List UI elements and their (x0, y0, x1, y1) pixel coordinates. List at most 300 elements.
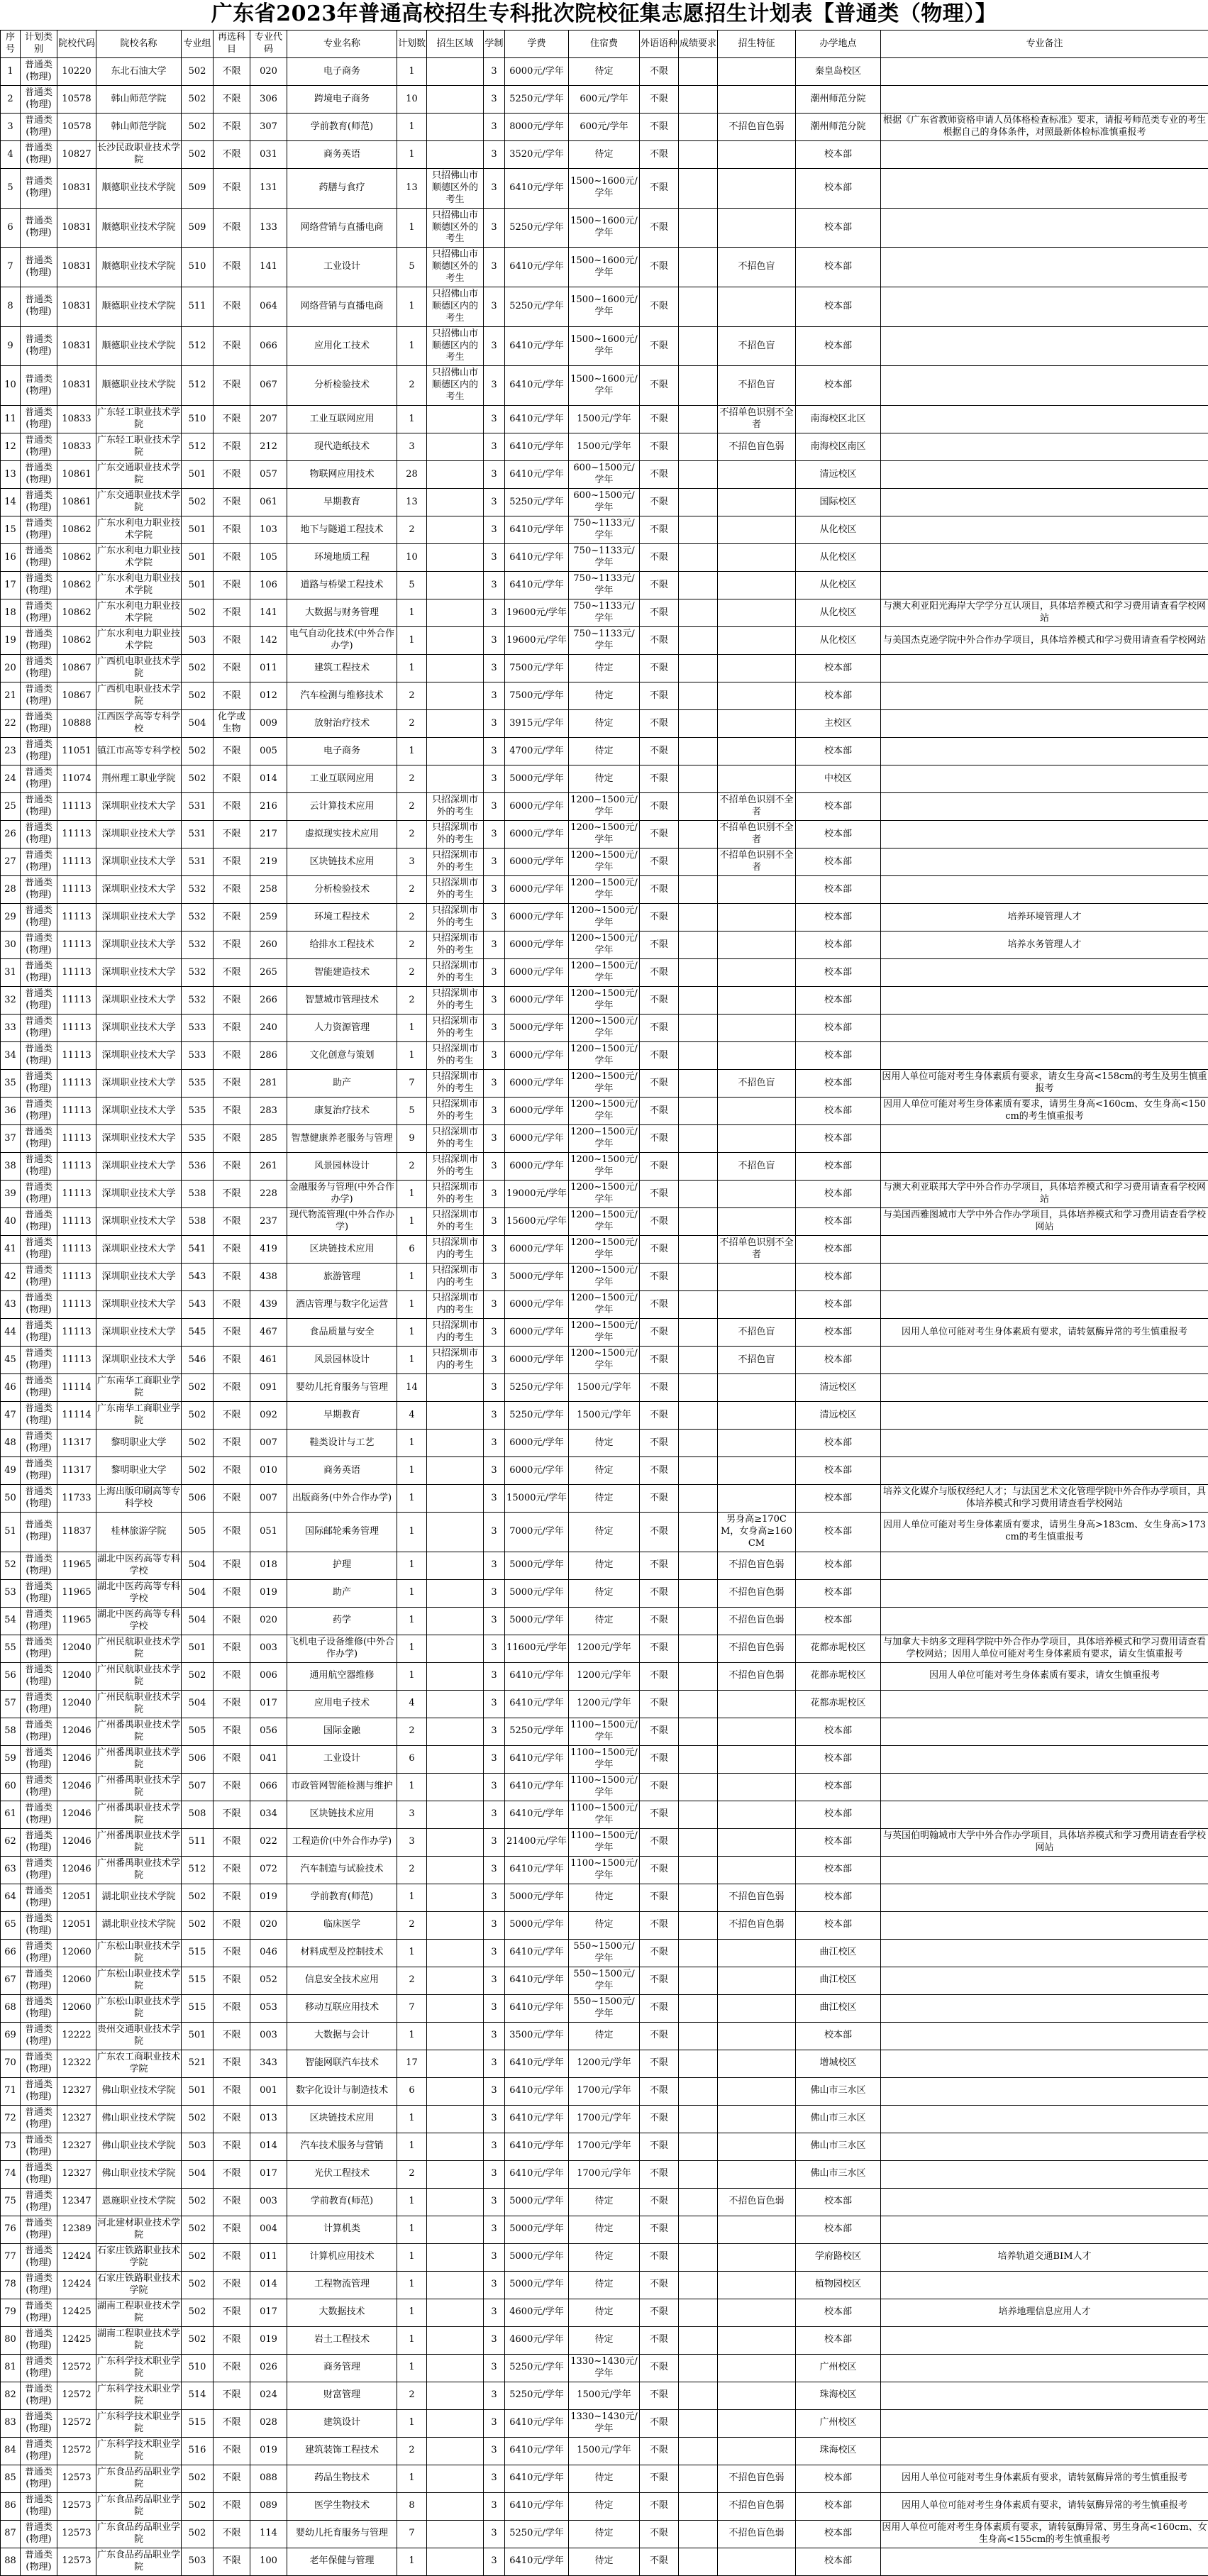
table-cell (427, 2299, 484, 2326)
table-cell (718, 2133, 796, 2160)
table-cell: 10888 (57, 710, 96, 738)
table-cell: 3 (484, 433, 505, 461)
table-cell: 1 (397, 2271, 427, 2299)
table-cell: 普通类(物理) (21, 1801, 57, 1828)
table-cell: 265 (250, 959, 287, 987)
table-cell: 药学 (287, 1607, 397, 1635)
table-row (1, 433, 1208, 461)
table-cell: 2 (397, 876, 427, 904)
table-cell: 不限 (214, 987, 250, 1015)
table-cell: 3 (484, 2382, 505, 2409)
table-cell: 11837 (57, 1513, 96, 1552)
table-cell: 因用人单位可能对考生身体素质有要求，请转氨酶异常、男生身高<160cm、女生身高<155cm的考生慎重报考 (881, 2520, 1208, 2548)
table-cell: 顺德职业技术学院 (96, 287, 182, 327)
table-cell (427, 1856, 484, 1884)
table-cell: 待定 (569, 1430, 640, 1457)
table-cell: 11 (1, 406, 21, 433)
table-cell: 9 (1, 326, 21, 366)
table-cell: 待定 (569, 2188, 640, 2216)
table-cell: 1200~1500元/学年 (569, 904, 640, 932)
table-cell: 11733 (57, 1485, 96, 1513)
table-cell: 不限 (640, 1513, 679, 1552)
table-cell: 5000元/学年 (505, 2188, 569, 2216)
table-cell: 只招佛山市顺德区内的考生 (427, 366, 484, 406)
table-cell: 5 (397, 248, 427, 287)
table-cell: 顺德职业技术学院 (96, 366, 182, 406)
table-cell: 11113 (57, 1264, 96, 1291)
table-cell: 6000元/学年 (505, 1098, 569, 1125)
table-cell: 017 (250, 2160, 287, 2188)
table-cell: 1200~1500元/学年 (569, 1181, 640, 1208)
table-cell: 不限 (640, 1153, 679, 1181)
table-cell: 750~1133元/学年 (569, 599, 640, 627)
table-cell: 医学生物技术 (287, 2492, 397, 2520)
table-cell: 543 (182, 1264, 214, 1291)
table-cell (679, 2437, 718, 2465)
table-cell (718, 1402, 796, 1430)
table-cell (881, 1374, 1208, 1402)
table-cell: 543 (182, 1291, 214, 1319)
table-cell: 3 (484, 932, 505, 959)
table-cell: 3 (484, 1153, 505, 1181)
table-cell: 汽车检测与维修技术 (287, 682, 397, 710)
table-cell: 515 (182, 1967, 214, 1994)
table-cell: 不限 (214, 1552, 250, 1579)
table-cell: 不限 (214, 848, 250, 876)
table-row (1, 1635, 1208, 1662)
table-cell: 应用电子技术 (287, 1690, 397, 1718)
table-cell: 7500元/学年 (505, 655, 569, 682)
table-cell: 7000元/学年 (505, 1513, 569, 1552)
table-cell: 上海出版印刷高等专科学校 (96, 1485, 182, 1513)
table-cell: 与加拿大卡纳多文理科学院中外合作办学项目，具体培养模式和学习费用请查看学校网站；因用人单位可能对考生身体素质有要求，请女生慎重报考 (881, 1635, 1208, 1662)
table-cell: 不招单色识别不全者 (718, 848, 796, 876)
table-cell (881, 1347, 1208, 1374)
table-cell: 1200~1500元/学年 (569, 1264, 640, 1291)
table-cell: 应用化工技术 (287, 326, 397, 366)
table-cell: 校本部 (796, 1430, 881, 1457)
table-cell: 503 (182, 627, 214, 655)
column-header: 计划类别 (21, 31, 57, 58)
table-cell: 不限 (640, 326, 679, 366)
table-cell: 3 (484, 2271, 505, 2299)
table-cell: 深圳职业技术大学 (96, 793, 182, 821)
table-cell: 79 (1, 2299, 21, 2326)
table-cell: 1200~1500元/学年 (569, 1319, 640, 1347)
table-cell: 10831 (57, 208, 96, 248)
table-row (1, 765, 1208, 793)
table-cell: 3 (484, 2354, 505, 2382)
table-cell: 1200~1500元/学年 (569, 1042, 640, 1070)
table-cell (881, 433, 1208, 461)
table-cell: 普通类(物理) (21, 904, 57, 932)
table-cell: 1700元/学年 (569, 2077, 640, 2105)
table-cell (881, 1291, 1208, 1319)
table-cell (881, 1579, 1208, 1607)
table-cell (427, 655, 484, 682)
table-cell: 12424 (57, 2243, 96, 2271)
table-cell (881, 738, 1208, 765)
table-cell: 婴幼儿托育服务与管理 (287, 2520, 397, 2548)
table-cell (881, 765, 1208, 793)
table-row (1, 2520, 1208, 2548)
table-cell: 酒店管理与数字化运营 (287, 1291, 397, 1319)
table-cell: 020 (250, 1911, 287, 1939)
table-cell (679, 1153, 718, 1181)
table-cell: 6410元/学年 (505, 1856, 569, 1884)
table-cell: 11074 (57, 765, 96, 793)
table-cell: 3 (484, 793, 505, 821)
table-cell: 12060 (57, 1939, 96, 1967)
table-cell: 校本部 (796, 793, 881, 821)
table-cell: 009 (250, 710, 287, 738)
table-cell: 老年保健与管理 (287, 2548, 397, 2575)
table-cell: 普通类(物理) (21, 1374, 57, 1402)
table-cell: 1500~1600元/学年 (569, 326, 640, 366)
table-cell: 6000元/学年 (505, 1291, 569, 1319)
table-cell: 普通类(物理) (21, 2105, 57, 2133)
table-cell (718, 2160, 796, 2188)
table-cell: 增城校区 (796, 2050, 881, 2077)
table-cell: 504 (182, 1607, 214, 1635)
table-cell: 移动互联应用技术 (287, 1994, 397, 2022)
table-cell: 10867 (57, 682, 96, 710)
table-cell: 不限 (640, 738, 679, 765)
table-cell: 建筑工程技术 (287, 655, 397, 682)
table-cell: 266 (250, 987, 287, 1015)
table-cell: 虚拟现实技术应用 (287, 821, 397, 848)
table-cell: 11113 (57, 848, 96, 876)
table-cell: 83 (1, 2409, 21, 2437)
table-cell: 韩山师范学院 (96, 114, 182, 141)
table-cell: 普通类(物理) (21, 1319, 57, 1347)
table-cell (718, 1828, 796, 1856)
table-cell (881, 2022, 1208, 2050)
table-row (1, 2492, 1208, 2520)
table-cell: 14 (397, 1374, 427, 1402)
table-row (1, 2105, 1208, 2133)
table-cell: 只招深圳市内的考生 (427, 1291, 484, 1319)
table-cell: 佛山市三水区 (796, 2133, 881, 2160)
table-cell: 深圳职业技术大学 (96, 876, 182, 904)
table-cell (881, 366, 1208, 406)
table-cell: 6410元/学年 (505, 326, 569, 366)
table-cell (881, 1125, 1208, 1153)
table-cell: 普通类(物理) (21, 406, 57, 433)
table-cell: 1 (397, 655, 427, 682)
table-cell: 106 (250, 572, 287, 599)
table-row (1, 1347, 1208, 1374)
table-cell: 6410元/学年 (505, 2077, 569, 2105)
table-cell: 不限 (640, 1430, 679, 1457)
table-cell: 5250元/学年 (505, 1374, 569, 1402)
table-cell: 3 (397, 433, 427, 461)
table-cell: 4600元/学年 (505, 2326, 569, 2354)
table-cell (718, 1125, 796, 1153)
table-cell: 18 (1, 599, 21, 627)
table-cell: 临床医学 (287, 1911, 397, 1939)
table-cell: 502 (182, 114, 214, 141)
table-cell (679, 544, 718, 572)
table-cell: 1 (397, 1485, 427, 1513)
table-cell: 不限 (214, 1513, 250, 1552)
table-cell: 不限 (214, 738, 250, 765)
table-cell: 校本部 (796, 1042, 881, 1070)
table-cell (679, 876, 718, 904)
table-cell (679, 765, 718, 793)
table-cell: 3 (484, 1745, 505, 1773)
table-cell (718, 2022, 796, 2050)
table-cell: 020 (250, 58, 287, 86)
table-cell (881, 2437, 1208, 2465)
table-cell (881, 987, 1208, 1015)
column-header: 再选科目 (214, 31, 250, 58)
table-cell: 不限 (214, 1457, 250, 1485)
table-cell: 助产 (287, 1579, 397, 1607)
table-cell: 30 (1, 932, 21, 959)
table-cell: 不限 (214, 2050, 250, 2077)
table-cell: 24 (1, 765, 21, 793)
table-cell: 校本部 (796, 987, 881, 1015)
table-cell: 不限 (640, 1402, 679, 1430)
table-cell: 不限 (214, 793, 250, 821)
table-cell: 不限 (214, 1098, 250, 1125)
table-cell: 不限 (640, 1319, 679, 1347)
table-cell: 不限 (214, 1070, 250, 1098)
table-cell: 电子商务 (287, 58, 397, 86)
table-cell: 不限 (214, 1635, 250, 1662)
table-row (1, 2299, 1208, 2326)
table-cell: 1100~1500元/学年 (569, 1745, 640, 1773)
table-cell: 750~1133元/学年 (569, 572, 640, 599)
table-cell: 校本部 (796, 2188, 881, 2216)
table-cell: 深圳职业技术大学 (96, 848, 182, 876)
table-cell: 只招佛山市顺德区外的考生 (427, 248, 484, 287)
column-header: 住宿费 (569, 31, 640, 58)
table-cell: 因用人单位可能对考生身体素质有要求，请转氨酶异常的考生慎重报考 (881, 2492, 1208, 2520)
table-cell: 不限 (214, 1718, 250, 1745)
table-cell: 502 (182, 1430, 214, 1457)
table-cell: 通用航空器维修 (287, 1662, 397, 1690)
table-cell: 不限 (640, 1745, 679, 1773)
table-cell: 307 (250, 114, 287, 141)
table-cell: 2 (397, 2382, 427, 2409)
table-cell: 419 (250, 1236, 287, 1264)
table-cell: 3 (484, 1513, 505, 1552)
table-cell (427, 1994, 484, 2022)
table-cell: 国际邮轮乘务管理 (287, 1513, 397, 1552)
table-cell: 普通类(物理) (21, 489, 57, 516)
table-cell: 066 (250, 326, 287, 366)
table-cell: 普通类(物理) (21, 2133, 57, 2160)
table-cell: 064 (250, 287, 287, 327)
table-cell: 52 (1, 1552, 21, 1579)
table-cell: 6410元/学年 (505, 248, 569, 287)
table-cell (881, 86, 1208, 114)
table-cell: 240 (250, 1015, 287, 1042)
table-cell (679, 1552, 718, 1579)
table-row (1, 58, 1208, 86)
table-cell (679, 248, 718, 287)
table-cell: 普通类(物理) (21, 1015, 57, 1042)
table-cell: 12572 (57, 2409, 96, 2437)
table-cell (718, 1745, 796, 1773)
table-cell: 不限 (640, 1773, 679, 1801)
table-cell: 28 (1, 876, 21, 904)
table-cell: 3 (484, 406, 505, 433)
table-cell (427, 2216, 484, 2243)
table-cell: 10 (397, 544, 427, 572)
table-cell: 3 (484, 1607, 505, 1635)
table-cell: 不限 (214, 2160, 250, 2188)
table-cell: 不限 (214, 2105, 250, 2133)
table-cell: 区块链技术应用 (287, 2105, 397, 2133)
table-cell (679, 2520, 718, 2548)
table-cell (881, 2077, 1208, 2105)
table-cell: 湖北中医药高等专科学校 (96, 1579, 182, 1607)
table-cell: 学前教育(师范) (287, 2188, 397, 2216)
table-cell: 019 (250, 1579, 287, 1607)
table-cell: 不限 (214, 1828, 250, 1856)
table-cell: 深圳职业技术大学 (96, 987, 182, 1015)
table-cell: 3 (484, 461, 505, 489)
table-cell: 12573 (57, 2465, 96, 2492)
table-cell: 3 (484, 848, 505, 876)
table-cell: 501 (182, 2022, 214, 2050)
table-cell: 深圳职业技术大学 (96, 1236, 182, 1264)
table-row (1, 2326, 1208, 2354)
table-cell: 2 (397, 2160, 427, 2188)
table-cell: 061 (250, 489, 287, 516)
table-cell: 1330~1430元/学年 (569, 2354, 640, 2382)
table-cell: 5000元/学年 (505, 1911, 569, 1939)
table-cell: 不限 (640, 248, 679, 287)
table-cell (679, 682, 718, 710)
table-cell: 校本部 (796, 1319, 881, 1347)
table-cell: 6000元/学年 (505, 1347, 569, 1374)
table-cell: 不限 (640, 627, 679, 655)
table-cell (718, 141, 796, 169)
table-cell (881, 710, 1208, 738)
table-cell: 东北石油大学 (96, 58, 182, 86)
table-cell: 不限 (640, 1457, 679, 1485)
table-cell (718, 1939, 796, 1967)
table-cell (427, 1402, 484, 1430)
table-cell: 校本部 (796, 248, 881, 287)
table-row (1, 904, 1208, 932)
table-cell: 不限 (640, 682, 679, 710)
table-cell: 普通类(物理) (21, 2243, 57, 2271)
table-cell: 502 (182, 1374, 214, 1402)
table-row (1, 1884, 1208, 1911)
table-cell: 3 (484, 1042, 505, 1070)
table-cell: 与美国西雅图城市大学中外合作办学项目，具体培养模式和学习费用请查看学校网站 (881, 1208, 1208, 1236)
table-cell: 3 (484, 1635, 505, 1662)
table-cell: 不限 (640, 516, 679, 544)
table-cell (427, 765, 484, 793)
table-cell: 22 (1, 710, 21, 738)
table-cell: 不限 (214, 287, 250, 327)
table-cell: 不限 (640, 1662, 679, 1690)
table-cell: 10862 (57, 544, 96, 572)
table-cell: 工程物流管理 (287, 2271, 397, 2299)
table-cell: 不限 (214, 1485, 250, 1513)
table-cell: 504 (182, 2160, 214, 2188)
table-cell (679, 433, 718, 461)
table-cell: 1 (397, 2243, 427, 2271)
table-cell: 6410元/学年 (505, 2050, 569, 2077)
table-cell: 物联网应用技术 (287, 461, 397, 489)
table-cell: 湖北中医药高等专科学校 (96, 1552, 182, 1579)
table-row (1, 2271, 1208, 2299)
table-cell (679, 2492, 718, 2520)
table-cell: 清远校区 (796, 1374, 881, 1402)
table-cell: 7 (397, 1070, 427, 1098)
table-cell: 502 (182, 2271, 214, 2299)
table-row (1, 208, 1208, 248)
table-cell: 汽车制造与试验技术 (287, 1856, 397, 1884)
table-cell (679, 2243, 718, 2271)
table-cell: 6410元/学年 (505, 1662, 569, 1690)
table-cell: 广东松山职业技术学院 (96, 1994, 182, 2022)
table-cell: 不限 (214, 2216, 250, 2243)
table-cell: 6410元/学年 (505, 2437, 569, 2465)
table-cell: 智能网联汽车技术 (287, 2050, 397, 2077)
table-cell: 不限 (214, 169, 250, 209)
table-cell: 只招深圳市外的考生 (427, 1098, 484, 1125)
table-cell: 503 (182, 2548, 214, 2575)
table-cell: 11113 (57, 987, 96, 1015)
table-cell: 不限 (640, 2326, 679, 2354)
table-cell: 001 (250, 2077, 287, 2105)
table-cell: 待定 (569, 2022, 640, 2050)
table-cell: 商务英语 (287, 141, 397, 169)
table-cell: 1100~1500元/学年 (569, 1801, 640, 1828)
table-cell: 石家庄铁路职业技术学院 (96, 2243, 182, 2271)
table-cell: 10831 (57, 169, 96, 209)
table-cell: 501 (182, 2077, 214, 2105)
table-cell: 大数据与财务管理 (287, 599, 397, 627)
table-cell: 普通类(物理) (21, 1347, 57, 1374)
table-cell: 普通类(物理) (21, 599, 57, 627)
table-cell (427, 2326, 484, 2354)
table-cell: 校本部 (796, 821, 881, 848)
table-cell: 不招色盲色弱 (718, 1911, 796, 1939)
table-cell: 11113 (57, 1319, 96, 1347)
table-cell: 024 (250, 2382, 287, 2409)
table-cell: 3 (484, 1552, 505, 1579)
table-cell: 502 (182, 1884, 214, 1911)
table-row (1, 2548, 1208, 2575)
table-cell: 不限 (214, 2520, 250, 2548)
table-cell: 普通类(物理) (21, 1457, 57, 1485)
table-cell: 从化校区 (796, 599, 881, 627)
table-cell: 6000元/学年 (505, 58, 569, 86)
table-cell (427, 2243, 484, 2271)
table-cell (718, 489, 796, 516)
table-cell: 不限 (214, 1347, 250, 1374)
table-cell (881, 2050, 1208, 2077)
table-cell: 12046 (57, 1745, 96, 1773)
table-cell: 培养环境管理人才 (881, 904, 1208, 932)
table-cell: 不招色盲色弱 (718, 2520, 796, 2548)
table-cell: 3 (484, 1236, 505, 1264)
table-cell: 只招佛山市顺德区内的考生 (427, 287, 484, 327)
table-cell: 普通类(物理) (21, 2548, 57, 2575)
table-cell (881, 2409, 1208, 2437)
table-cell: 只招深圳市外的考生 (427, 1153, 484, 1181)
table-cell: 438 (250, 1264, 287, 1291)
